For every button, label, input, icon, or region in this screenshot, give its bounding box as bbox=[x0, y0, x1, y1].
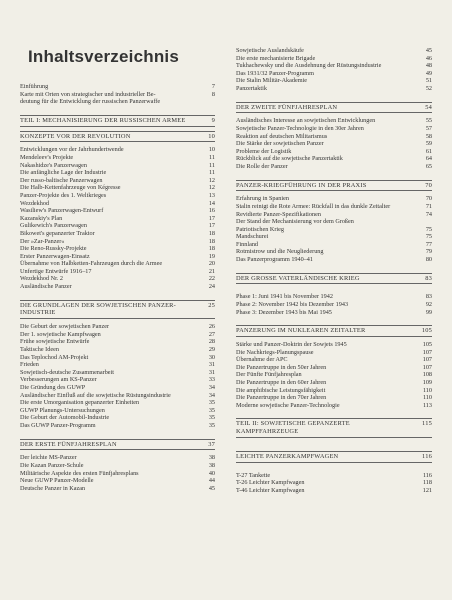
spacer bbox=[20, 291, 215, 296]
toc-entry bbox=[236, 55, 432, 63]
toc-entry bbox=[236, 133, 432, 141]
toc-entry bbox=[236, 402, 432, 410]
toc-entry bbox=[236, 356, 432, 364]
toc-entry-title: Erfahrung in Spanien bbox=[236, 195, 289, 203]
toc-entry bbox=[20, 184, 215, 192]
toc-page-number: 18 bbox=[208, 229, 215, 237]
toc-section-heading bbox=[236, 418, 432, 438]
spacer bbox=[20, 106, 215, 111]
toc-page-number: 18 bbox=[208, 245, 215, 253]
toc-entry-title: Neue GUWP Panzer-Modelle bbox=[20, 477, 94, 485]
toc-entry-title: Rotmistrow und die Neugliederung bbox=[236, 248, 324, 256]
toc-entry-title: Verbesserungen am KS-Panzer bbox=[20, 376, 97, 384]
toc-entry-title: Die erste Umorganisation gepanzerter Einheiten bbox=[20, 399, 140, 407]
toc-entry bbox=[20, 454, 215, 462]
toc-entry-title: Entwicklungen vor der Jahrhundertwende bbox=[20, 146, 124, 154]
toc-page-number: 29 bbox=[208, 346, 215, 354]
toc-entry-title: Finnland bbox=[236, 240, 259, 248]
toc-entry bbox=[20, 283, 215, 291]
toc-entry-title: Panzertaktik bbox=[236, 84, 267, 92]
toc-page-number: 31 bbox=[208, 361, 215, 369]
toc-entry-title: Die anfängliche Lage der Industrie bbox=[20, 169, 107, 177]
toc-entry bbox=[236, 163, 432, 171]
toc-page-number: 121 bbox=[422, 486, 432, 494]
toc-entry bbox=[236, 379, 432, 387]
toc-entry-title: Rückblick auf die sowjetische Panzertaktik bbox=[236, 155, 343, 163]
toc-page-number: 35 bbox=[208, 421, 215, 429]
toc-entry-title: Übernahme der APC bbox=[236, 356, 288, 364]
toc-page-number: 51 bbox=[425, 77, 432, 85]
toc-entry-title: PANZERUNG IM NUKLEAREN ZEITALTER bbox=[236, 327, 366, 335]
toc-entry-title: Ausländisches Interesse an sowjetischen Entwicklungen bbox=[236, 117, 376, 125]
toc-entry-title: Patriotischen Krieg bbox=[236, 225, 284, 233]
toc-entry-title: Kazanskiy's Plan bbox=[20, 214, 63, 222]
toc-page-number: 116 bbox=[422, 452, 432, 460]
toc-page-number: 79 bbox=[425, 248, 432, 256]
toc-section-heading bbox=[20, 439, 215, 451]
toc-page-number: 35 bbox=[208, 406, 215, 414]
toc-entry bbox=[20, 215, 215, 223]
toc-entry-title: Moderne sowjetische Panzer-Technologie bbox=[236, 401, 340, 409]
toc-entry bbox=[236, 226, 432, 234]
spacer bbox=[236, 171, 432, 176]
toc-page-number: 59 bbox=[425, 140, 432, 148]
toc-entry-title: Die erste mechanisierte Brigade bbox=[236, 54, 316, 62]
toc-entry-title: Die Stärke der sowjetischen Panzer bbox=[236, 140, 324, 148]
toc-page-number: 46 bbox=[425, 54, 432, 62]
toc-entry-title: Das Panzerprogramm 1940–41 bbox=[236, 256, 313, 264]
toc-entry bbox=[20, 384, 215, 392]
toc-entry-title: Deutsche Panzer in Kazan bbox=[20, 484, 86, 492]
toc-page-number: 64 bbox=[425, 155, 432, 163]
toc-entry-title: Übernahme von Halbketten-Fahrzeugen durch die Armee bbox=[20, 260, 163, 268]
toc-left-column bbox=[20, 83, 215, 492]
toc-page-number: 70 bbox=[425, 195, 432, 203]
toc-page-number: 107 bbox=[422, 363, 432, 371]
toc-page-number: 16 bbox=[208, 207, 215, 215]
toc-entry-title: Erster Panzerwagen-Einsatz bbox=[20, 252, 90, 260]
toc-entry-title: Revidierte Panzer-Spezifikationen bbox=[236, 210, 321, 218]
toc-entry-title: Sowjetische Panzer-Technologie in den 30er Jahren bbox=[236, 124, 364, 132]
toc-entry-title: Die Panzertruppe in den 50er Jahren bbox=[236, 363, 327, 371]
toc-entry bbox=[20, 485, 215, 493]
toc-entry-title: Phase 3: Dezember 1943 bis Mai 1945 bbox=[236, 308, 332, 316]
toc-entry-title: Mandschurei bbox=[236, 233, 269, 241]
toc-entry-title: Der russo-baltische Panzerwagen bbox=[20, 176, 103, 184]
toc-page-number: 75 bbox=[425, 233, 432, 241]
toc-entry bbox=[20, 477, 215, 485]
toc-page-number: 92 bbox=[425, 301, 432, 309]
toc-entry-title: TEIL I: MECHANISIERUNG DER RUSSISCHEN ARMEE bbox=[20, 116, 186, 124]
toc-entry-title: Die Panzertruppe in den 60er Jahren bbox=[236, 379, 327, 386]
spacer bbox=[236, 442, 432, 447]
toc-entry bbox=[236, 117, 432, 125]
toc-entry bbox=[236, 371, 432, 379]
toc-page-number: 49 bbox=[425, 69, 432, 77]
toc-page-number: 34 bbox=[208, 384, 215, 391]
toc-entry-title: Probleme der Logistik bbox=[236, 147, 292, 155]
toc-entry bbox=[20, 260, 215, 268]
toc-page-number: 44 bbox=[208, 477, 215, 485]
toc-entry bbox=[236, 125, 432, 133]
toc-entry bbox=[20, 268, 215, 276]
spacer bbox=[20, 430, 215, 435]
toc-page-number: 99 bbox=[425, 308, 432, 316]
toc-entry-title: Phase 2: November 1942 bis Dezember 1943 bbox=[236, 301, 349, 309]
toc-entry-title: Mendeleev's Projekte bbox=[20, 153, 74, 161]
toc-page-number: 10 bbox=[208, 132, 215, 140]
toc-page-number: 31 bbox=[208, 368, 215, 376]
toc-entry bbox=[236, 211, 432, 219]
toc-entry bbox=[236, 394, 432, 402]
toc-entry bbox=[20, 177, 215, 185]
toc-entry bbox=[20, 200, 215, 208]
toc-entry bbox=[236, 341, 432, 349]
toc-page-number: 116 bbox=[422, 471, 432, 479]
toc-page-number: 38 bbox=[208, 454, 215, 462]
toc-entry bbox=[20, 238, 215, 246]
toc-entry-title: KONZEPTE VOR DER REVOLUTION bbox=[20, 132, 131, 140]
toc-entry bbox=[236, 203, 432, 211]
toc-page-number: 35 bbox=[208, 414, 215, 422]
toc-entry-title: Die Kazan Panzer-Schule bbox=[20, 461, 84, 469]
spacer bbox=[236, 409, 432, 414]
toc-entry-title: Bikowet's gepanzerter Traktor bbox=[20, 229, 95, 237]
toc-page-number: 30 bbox=[208, 353, 215, 361]
toc-page-number: 65 bbox=[425, 162, 432, 170]
toc-entry bbox=[20, 146, 215, 154]
toc-entry-title: PANZER-KRIEGFÜHRUNG IN DER PRAXIS bbox=[236, 181, 367, 189]
toc-entry bbox=[20, 83, 215, 91]
toc-entry bbox=[236, 301, 432, 309]
toc-page-number: 83 bbox=[425, 293, 432, 301]
toc-entry bbox=[236, 309, 432, 317]
toc-page-number: 45 bbox=[425, 47, 432, 54]
toc-entry-title: Das 1931/32 Panzer-Programm bbox=[236, 69, 314, 77]
toc-section-heading bbox=[236, 451, 432, 463]
toc-page-number: 83 bbox=[425, 274, 432, 282]
toc-entry-title: Taktische Ideen bbox=[20, 346, 59, 354]
toc-page-number: 48 bbox=[425, 62, 432, 70]
toc-page-number: 109 bbox=[422, 379, 432, 386]
toc-entry-title: Die Geburt der sowjetischen Panzer bbox=[20, 323, 109, 331]
toc-entry bbox=[236, 155, 432, 163]
toc-page-number: 38 bbox=[208, 461, 215, 469]
toc-entry-title: Der 1. sowjetische Kampfwagen bbox=[20, 330, 101, 338]
toc-entry bbox=[236, 47, 432, 55]
toc-page-number: 37 bbox=[208, 440, 215, 448]
toc-entry bbox=[20, 414, 215, 422]
toc-entry bbox=[236, 293, 432, 301]
toc-page-number: 13 bbox=[208, 191, 215, 199]
toc-page-number: 113 bbox=[422, 401, 432, 409]
toc-entry bbox=[20, 154, 215, 162]
toc-entry-title: Der leichte MS-Panzer bbox=[20, 454, 77, 462]
toc-section-heading bbox=[236, 273, 432, 285]
toc-entry bbox=[20, 346, 215, 354]
toc-entry-title: Stalin reinigt die Rote Armee: Rückfall in das dunkle Zeitalter bbox=[236, 202, 391, 210]
toc-entry-title: Gulikewich's Panzerwagen bbox=[20, 222, 87, 230]
toc-entry-title: Das Teplochod AM-Projekt bbox=[20, 353, 89, 361]
toc-entry-title: Reaktion auf deutschen Militarismus bbox=[236, 132, 328, 140]
toc-entry bbox=[20, 91, 215, 99]
toc-page-number: 19 bbox=[208, 252, 215, 260]
toc-entry bbox=[236, 140, 432, 148]
toc-entry bbox=[20, 169, 215, 177]
toc-entry bbox=[236, 218, 432, 226]
toc-entry bbox=[236, 487, 432, 495]
toc-page-number: 28 bbox=[208, 338, 215, 346]
toc-page-number: 57 bbox=[425, 124, 432, 132]
toc-page-number: 12 bbox=[208, 184, 215, 192]
toc-entry bbox=[20, 354, 215, 362]
toc-entry-title: Stärke und Panzer-Doktrin der Sowjets 1945 bbox=[236, 341, 347, 349]
toc-page-number: 34 bbox=[208, 391, 215, 399]
toc-entry-title: T-27 Tankette bbox=[236, 471, 271, 479]
toc-page-number: 25 bbox=[208, 301, 215, 309]
toc-entry-title: DER ERSTE FÜNFJAHRESPLAN bbox=[20, 440, 117, 448]
toc-entry bbox=[20, 222, 215, 230]
toc-page-number: 11 bbox=[209, 153, 215, 161]
toc-entry-title: Sowjetisch-deutsche Zusammenarbeit bbox=[20, 368, 114, 376]
toc-entry bbox=[236, 195, 432, 203]
toc-page-number: 14 bbox=[208, 199, 215, 207]
toc-entry bbox=[20, 376, 215, 384]
toc-entry bbox=[20, 361, 215, 369]
toc-entry bbox=[236, 248, 432, 256]
toc-page-number: 118 bbox=[422, 479, 432, 487]
toc-entry-title: Phase 1: Juni 1941 bis November 1942 bbox=[236, 293, 333, 301]
toc-page-number: 7 bbox=[211, 83, 215, 90]
toc-page-number: 8 bbox=[211, 90, 215, 98]
toc-entry-title: Die Geburt der Automobil-Industrie bbox=[20, 414, 110, 422]
toc-entry bbox=[20, 462, 215, 470]
toc-entry-title: Nakashidze's Panzerwagen bbox=[20, 161, 87, 169]
toc-section-heading bbox=[20, 131, 215, 143]
toc-entry-title: Der Stand der Mechanisierung vor dem Großen bbox=[236, 218, 354, 226]
toc-entry bbox=[20, 253, 215, 261]
toc-entry: deutung für die Entwicklung der russischen Panzerwaffe bbox=[20, 98, 161, 106]
toc-entry bbox=[236, 70, 432, 78]
toc-page-number: 70 bbox=[425, 181, 432, 189]
toc-section-heading bbox=[236, 102, 432, 114]
toc-entry-title: Unfertige Entwürfe 1916–17 bbox=[20, 267, 92, 275]
toc-entry bbox=[20, 399, 215, 407]
toc-page-number: 22 bbox=[208, 275, 215, 283]
toc-page-number: 11 bbox=[209, 161, 215, 169]
toc-page-number: 35 bbox=[208, 399, 215, 407]
toc-page-number: 26 bbox=[208, 323, 215, 331]
toc-page-number: 108 bbox=[422, 371, 432, 379]
toc-page-number: 115 bbox=[422, 420, 432, 428]
toc-entry-title: Tukhachewsky und die Ausdehnung der Rüstungsindustrie bbox=[236, 62, 382, 70]
toc-page-number: 17 bbox=[208, 222, 215, 230]
toc-entry-title: Sowjetische Auslandskäufe bbox=[236, 47, 304, 54]
toc-entry bbox=[236, 479, 432, 487]
toc-entry bbox=[20, 207, 215, 215]
toc-entry bbox=[20, 162, 215, 170]
toc-page-number: 58 bbox=[425, 132, 432, 140]
spacer bbox=[236, 93, 432, 98]
toc-page-number: 27 bbox=[208, 330, 215, 338]
toc-entry bbox=[20, 470, 215, 478]
toc-entry-title: Die Halb-Kettenfahrzeuge von Kégresse bbox=[20, 184, 121, 192]
toc-page-number: 10 bbox=[208, 146, 215, 154]
toc-page-number: 18 bbox=[208, 237, 215, 245]
toc-entry-title: T-26 Leichter Kampfwagen bbox=[236, 479, 305, 487]
toc-entry bbox=[20, 230, 215, 238]
toc-entry-title: Ausländische Panzer bbox=[20, 283, 72, 291]
toc-entry-title: Die Nachkriegs-Planungspause bbox=[236, 348, 314, 356]
spacer bbox=[236, 264, 432, 269]
toc-entry bbox=[236, 364, 432, 372]
toc-page-number: 74 bbox=[425, 210, 432, 218]
toc-entry-title: Die Reno-Russky-Projekte bbox=[20, 245, 87, 253]
toc-entry-title: Frieden bbox=[20, 361, 39, 369]
toc-entry bbox=[20, 192, 215, 200]
toc-page-number: 77 bbox=[425, 240, 432, 248]
toc-entry bbox=[236, 387, 432, 395]
toc-entry-title: Militärische Aspekte des ersten Fünfjahresplans bbox=[20, 469, 139, 477]
toc-right-column bbox=[236, 47, 432, 495]
toc-entry-title: T-46 Leichter Kampfwagen bbox=[236, 486, 305, 494]
toc-entry-title: LEICHTE PANZERKAMPFWAGEN bbox=[236, 452, 339, 460]
toc-page-number: 110 bbox=[422, 386, 432, 394]
toc-page-number: 52 bbox=[425, 84, 432, 92]
toc-section-heading bbox=[236, 180, 432, 192]
toc-entry bbox=[20, 245, 215, 253]
toc-page-number: 40 bbox=[208, 469, 215, 477]
toc-page-number: 55 bbox=[425, 117, 432, 125]
toc-page-number: 54 bbox=[425, 103, 432, 111]
toc-entry-title: Wezdekhod bbox=[20, 199, 50, 207]
page-title: Inhaltsverzeichnis bbox=[28, 47, 179, 66]
toc-entry-title: Wasiliew's Panzerwagen-Entwurf bbox=[20, 207, 104, 215]
toc-page-number: 107 bbox=[422, 356, 432, 364]
toc-entry-title: Panzer-Projekte des 1. Weltkrieges bbox=[20, 191, 107, 199]
toc-entry bbox=[236, 77, 432, 85]
toc-entry bbox=[20, 323, 215, 331]
toc-entry bbox=[236, 148, 432, 156]
toc-entry bbox=[236, 233, 432, 241]
toc-page-number: 107 bbox=[422, 348, 432, 356]
toc-page-number: 11 bbox=[209, 169, 215, 177]
toc-page-number: 9 bbox=[211, 116, 215, 124]
toc-entry bbox=[236, 472, 432, 480]
toc-entry-title: Karte mit Orten von strategischer und industrieller Be- bbox=[20, 90, 156, 98]
toc-entry-title: Die Rolle der Panzer bbox=[236, 162, 288, 170]
toc-entry-title: Das GUWP Panzer-Programm bbox=[20, 421, 96, 429]
toc-page-number: 12 bbox=[208, 176, 215, 184]
toc-page-number: 110 bbox=[422, 394, 432, 402]
toc-page-number: 17 bbox=[208, 214, 215, 222]
toc-entry-title: Ausländischer Einfluß auf die sowjetische Rüstungsindustrie bbox=[20, 391, 171, 399]
toc-entry-title: Die Stalin Militär-Akademie bbox=[236, 77, 308, 85]
toc-entry-title: Die Panzertruppe in den 70er Jahren bbox=[236, 394, 327, 402]
toc-entry bbox=[20, 338, 215, 346]
toc-entry-title: Die amphibische Leistungsfähigkeit bbox=[236, 386, 326, 394]
toc-page-number: 21 bbox=[208, 267, 215, 275]
toc-entry bbox=[20, 369, 215, 377]
toc-entry-title: DIE GRUNDLAGEN DER SOWJETISCHEN PANZER-INDUSTRIE bbox=[20, 301, 176, 317]
toc-page-number: 20 bbox=[208, 260, 215, 268]
toc-page-number: 33 bbox=[208, 376, 215, 384]
toc-page-number: 24 bbox=[208, 283, 215, 291]
toc-entry-title: Einführung bbox=[20, 83, 49, 90]
toc-entry bbox=[20, 331, 215, 339]
toc-entry bbox=[236, 256, 432, 264]
toc-entry-title: DER GROSSE VATERLÄNDISCHE KRIEG bbox=[236, 274, 360, 282]
toc-entry-title: Wezdekhod Nr. 2 bbox=[20, 275, 63, 283]
toc-page-number: 105 bbox=[421, 327, 432, 335]
toc-page-number: 61 bbox=[425, 147, 432, 155]
toc-entry-title: DER ZWEITE FÜNFJAHRESPLAN bbox=[236, 103, 338, 111]
toc-entry bbox=[236, 62, 432, 70]
toc-page-number: 80 bbox=[425, 256, 432, 264]
toc-entry-title: TEIL II: SOWJETISCHE GEPANZERTE KAMPFFAHRZEUGE bbox=[236, 420, 350, 436]
toc-section-heading bbox=[20, 300, 215, 320]
toc-entry bbox=[236, 349, 432, 357]
toc-entry bbox=[20, 407, 215, 415]
toc-entry-title: GUWP Planungs-Untersuchungen bbox=[20, 406, 105, 414]
toc-page-number: 105 bbox=[422, 341, 432, 349]
toc-entry-title: Frühe sowjetische Entwürfe bbox=[20, 338, 90, 346]
toc-entry-title: Der »Zar-Panzer« bbox=[20, 237, 65, 245]
toc-entry bbox=[20, 422, 215, 430]
toc-page-number: 71 bbox=[425, 202, 432, 210]
toc-entry bbox=[20, 392, 215, 400]
toc-page-number: 45 bbox=[208, 484, 215, 492]
toc-entry-title: Der Fünfte Fünfjahresplan bbox=[236, 371, 302, 379]
toc-entry-title: Die Gründung des GUWP bbox=[20, 384, 86, 391]
spacer bbox=[236, 316, 432, 321]
toc-section-heading bbox=[20, 115, 215, 127]
toc-section-heading bbox=[236, 325, 432, 337]
toc-entry bbox=[236, 85, 432, 93]
toc-entry bbox=[236, 241, 432, 249]
toc-page-number: 75 bbox=[425, 225, 432, 233]
toc-entry bbox=[20, 275, 215, 283]
